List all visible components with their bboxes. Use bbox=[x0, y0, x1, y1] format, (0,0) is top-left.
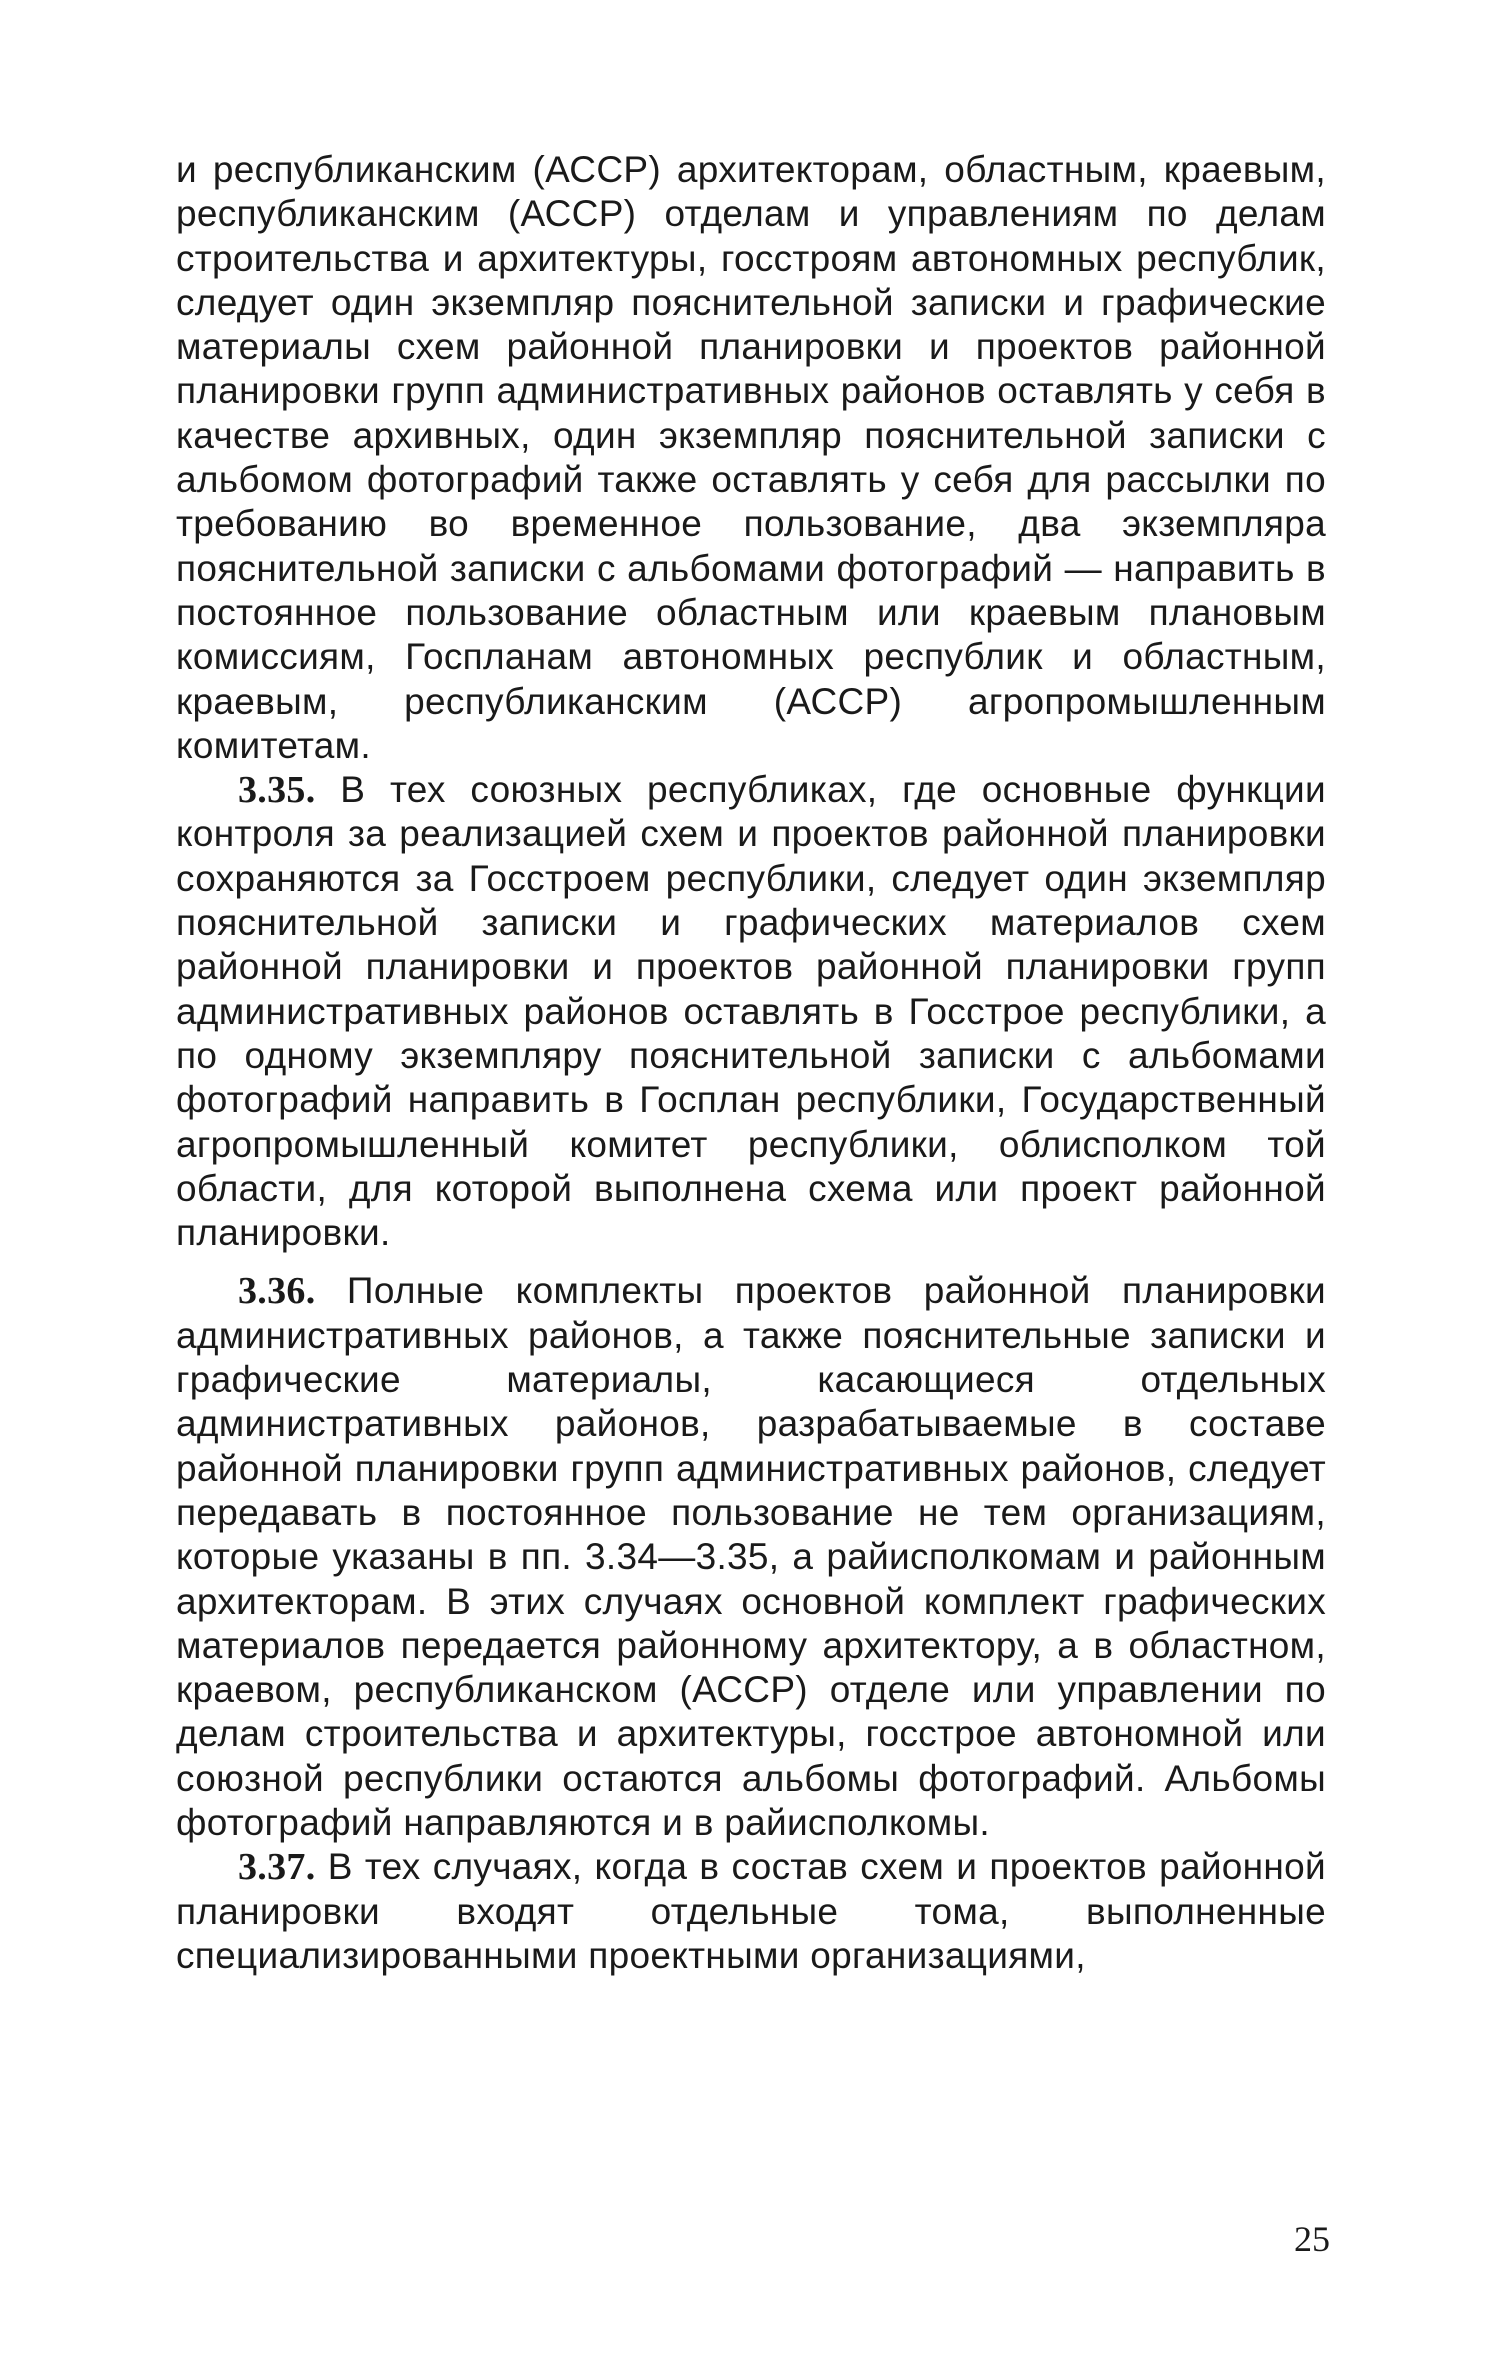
paragraph-text: и республиканским (АССР) архитекторам, областным, краевым, республиканским (АССР) отделам и управлениям по делам строительства и архитектуры, госстроям автономных республик, следует один экземпляр пояснительной записки и графические материалы схем районной планировки и проектов районной планировки групп административных районов оставлять у себя в качестве архивных, один экземпляр пояснительной записки с альбомом фотографий также оставлять у себя для рассылки по требованию во временное пользование, два экземпляра пояснительной записки с альбомами фотографий — направить в постоянное пользование областным или краевым плановым комиссиям, Госпланам автономных республик и областным, краевым, республиканским (АССР) агропромышленным комитетам. bbox=[176, 149, 1326, 766]
paragraph-text: В тех союзных республиках, где основные функции контроля за реализацией схем и проектов районной планировки сохраняются за Госстроем республики, следует один экземпляр пояснительной записки и графических материалов схем районной планировки и проектов районной планировки групп административных районов оставлять в Госстрое республики, а по одному экземпляру пояснительной записки с альбомами фотографий направить в Госплан республики, Государственный агропромышленный комитет республики, облисполком той области, для которой выполнена схема или проект районной планировки. bbox=[176, 769, 1326, 1254]
paragraph-3-36 bbox=[176, 1269, 1326, 1845]
paragraph-number: 3.36. bbox=[238, 1270, 316, 1313]
paragraph-continuation bbox=[176, 148, 1326, 768]
paragraph-text: Полные комплекты проектов районной планировки административных районов, а также пояснительные записки и графические материалы, касающиеся отдельных административных районов, разрабатываемые в составе районной планировки групп административных районов, следует передавать в постоянное пользование не тем организациям, которые указаны в пп. 3.34—3.35, а райисполкомам и районным архитекторам. В этих случаях основной комплект графических материалов передается районному архитектору, а в областном, краевом, республиканском (АССР) отделе или управлении по делам строительства и архитектуры, госстрое автономной или союзной республики остаются альбомы фотографий. Альбомы фотографий направляются и в райисполкомы. bbox=[176, 1270, 1326, 1843]
paragraph-number: 3.37. bbox=[238, 1846, 316, 1889]
body-text bbox=[176, 148, 1326, 1978]
paragraph-3-37 bbox=[176, 1845, 1326, 1978]
paragraph-number: 3.35. bbox=[238, 769, 316, 812]
paragraph-text: В тех случаях, когда в состав схем и проектов районной планировки входят отдельные тома, выполненные специализированными проектными организациями, bbox=[176, 1846, 1326, 1976]
page-number: 25 bbox=[1294, 2219, 1330, 2259]
paragraph-3-35 bbox=[176, 768, 1326, 1255]
